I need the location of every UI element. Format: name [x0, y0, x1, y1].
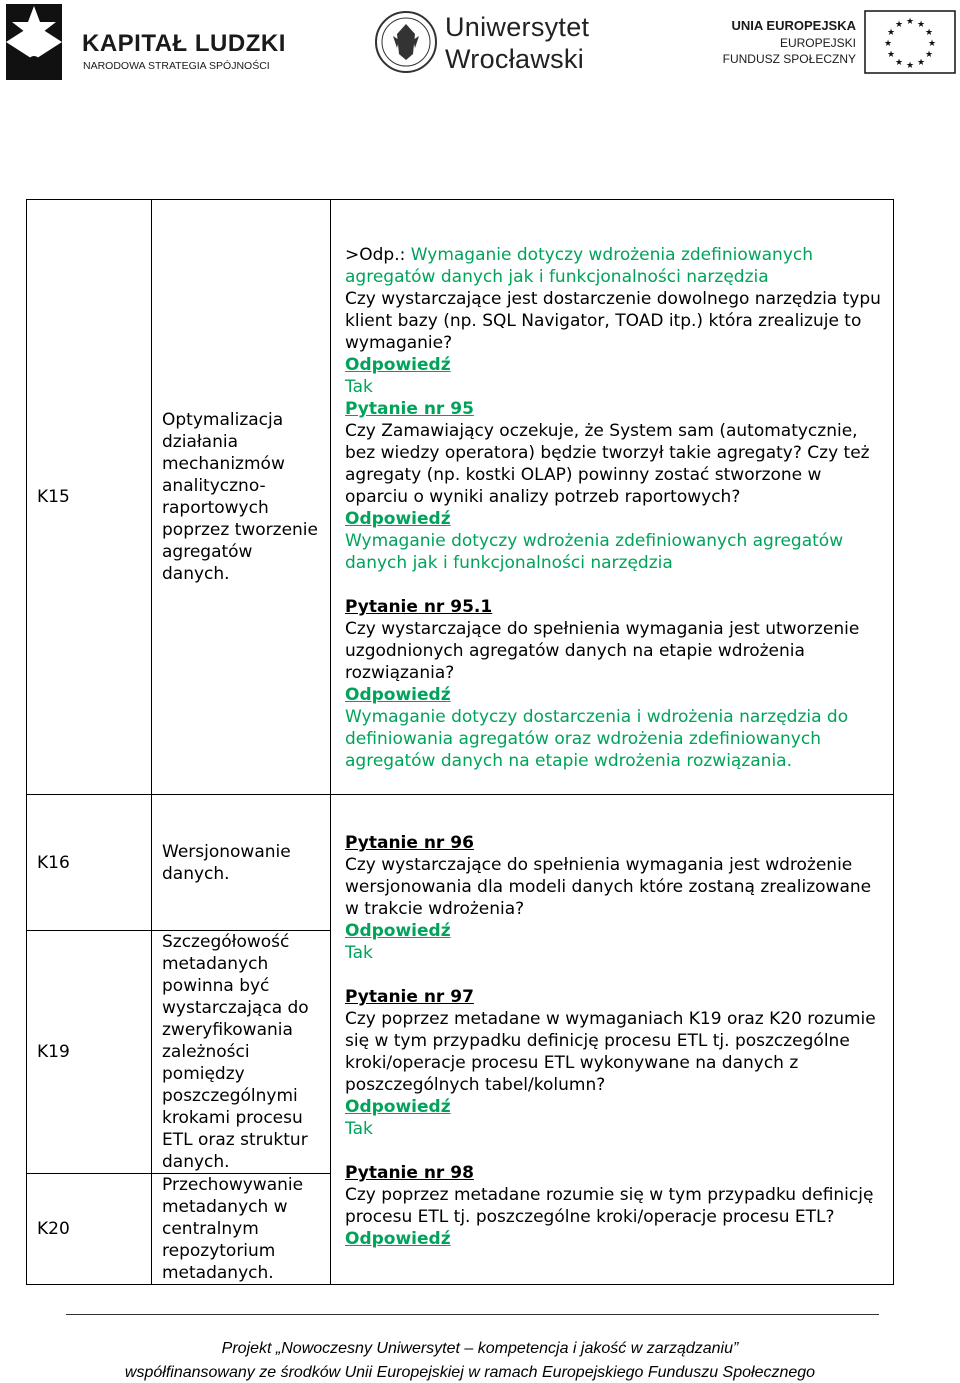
odp-prefix: >Odp. [345, 245, 400, 265]
odp-paragraph [345, 244, 887, 288]
answer-label: Odpowiedź [345, 685, 451, 705]
requirement-description: Szczegółowość metadanych powinna być wystarczająca do zweryfikowania zależności pomiędzy poszczególnymi krokami procesu ETL oraz struktur danych. [152, 931, 331, 1174]
odp-colon: : [399, 245, 406, 265]
odp-answer: Wymaganie dotyczy wdrożenia zdefiniowanych agregatów danych jak i funkcjonalności narzędzia [345, 245, 814, 287]
spacer [345, 574, 887, 596]
requirements-table [26, 199, 894, 1285]
svg-text:★: ★ [894, 20, 904, 30]
question-text: Czy wystarczające jest dostarczenie dowolnego narzędzia typu klient bazy (np. SQL Navigator, TOAD itp.) która zrealizuje to wymaganie? [345, 289, 881, 353]
answer-label: Odpowiedź [345, 509, 451, 529]
svg-text:★: ★ [916, 58, 926, 68]
kapital-ludzki-logo [4, 2, 294, 86]
footer-project: Projekt „Nowoczesny Uniwersytet – kompetencja i jakość w zarządzaniu” [221, 1340, 739, 1357]
question-text: Czy wystarczające do spełnienia wymagania jest wdrożenie wersjonowania dla modeli danych które zostaną zrealizowane w trakcie wdrożenia? [345, 855, 872, 919]
question-text: Czy Zamawiający oczekuje, że System sam (automatycznie, bez wiedzy operatora) będzie tworzył takie agregaty? Czy też agregaty (np. kostki OLAP) powinny zostać stworzone w oparciu o wyniki analizy potrzeb raportowych? [345, 421, 870, 507]
eu-flag-icon [864, 10, 956, 74]
footer-funding: współfinansowany ze środków Unii Europejskiej w ramach Europejskiego Funduszu Społecznego [124, 1364, 816, 1381]
uniwersytet-wroclawski-logo [375, 6, 590, 80]
spacer [345, 1140, 887, 1162]
question-text: Czy poprzez metadane rozumie się w tym przypadku definicję procesu ETL tj. poszczególne kroki/operacje procesu ETL? [345, 1185, 874, 1227]
eu-subtitle-1: EUROPEJSKI [779, 36, 856, 50]
unia-europejska-logo [722, 10, 956, 76]
spacer [345, 964, 887, 986]
answer-label: Odpowiedź [345, 921, 451, 941]
university-name-line1: Uniwersytet [445, 12, 590, 42]
requirement-code: K19 [27, 931, 152, 1174]
requirement-code: K20 [27, 1174, 152, 1285]
svg-text:★: ★ [927, 39, 937, 49]
answer-label: Odpowiedź [345, 355, 451, 375]
question-title: Pytanie nr 97 [345, 987, 474, 1007]
kapital-ludzki-emblem-icon [4, 2, 76, 86]
kapital-ludzki-title: KAPITAŁ LUDZKI [82, 30, 286, 57]
table-row [27, 795, 894, 931]
answer-text: Tak [345, 943, 373, 963]
svg-text:★: ★ [916, 20, 926, 30]
university-name-line2: Wrocławski [445, 44, 585, 74]
kapital-ludzki-subtitle: NARODOWA STRATEGIA SPÓJNOŚCI [83, 60, 270, 72]
requirement-description: Przechowywanie metadanych w centralnym repozytorium metadanych. [152, 1174, 331, 1285]
requirement-description: Wersjonowanie danych. [152, 795, 331, 931]
university-crest-icon [375, 6, 437, 78]
eu-title: UNIA EUROPEJSKA [731, 18, 856, 33]
eu-subtitle-2: FUNDUSZ SPOŁECZNY [722, 52, 856, 66]
svg-text:★: ★ [905, 61, 915, 71]
requirement-qa-content [331, 200, 894, 795]
requirement-code: K15 [27, 200, 152, 795]
question-title: Pytanie nr 96 [345, 833, 474, 853]
question-title: Pytanie nr 95.1 [345, 597, 493, 617]
answer-text: Wymaganie dotyczy wdrożenia zdefiniowanych agregatów danych jak i funkcjonalności narzędzia [345, 531, 844, 573]
svg-text:★: ★ [886, 28, 896, 38]
requirement-description: Optymalizacja działania mechanizmów analityczno-raportowych poprzez tworzenie agregatów danych. [152, 200, 331, 795]
answer-text: Wymaganie dotyczy dostarczenia i wdrożenia narzędzia do definiowania agregatów oraz wdrożenia zdefiniowanych agregatów danych na etapie wdrożenia rozwiązania. [345, 707, 849, 771]
svg-text:★: ★ [883, 39, 893, 49]
answer-label: Odpowiedź [345, 1097, 451, 1117]
svg-text:★: ★ [886, 50, 896, 60]
question-title: Pytanie nr 98 [345, 1163, 474, 1183]
answer-text: Tak [345, 377, 373, 397]
svg-text:★: ★ [924, 28, 934, 38]
question-text: Czy wystarczające do spełnienia wymagania jest utworzenie uzgodnionych agregatów danych na etapie wdrożenia rozwiązania? [345, 619, 860, 683]
requirement-qa-content [331, 795, 894, 1285]
svg-text:★: ★ [924, 50, 934, 60]
answer-text: Tak [345, 1119, 373, 1139]
question-text: Czy poprzez metadane w wymaganiach K19 oraz K20 rozumie się w tym przypadku definicję procesu ETL tj. poszczególne kroki/operacje procesu ETL wykonywane na danych z poszczególnych tabel/kolumn? [345, 1009, 876, 1095]
svg-text:★: ★ [905, 17, 915, 27]
footer-divider [66, 1314, 879, 1315]
question-title: Pytanie nr 95 [345, 399, 474, 419]
answer-label: Odpowiedź [345, 1229, 451, 1249]
table-row [27, 200, 894, 795]
svg-text:★: ★ [894, 58, 904, 68]
requirement-code: K16 [27, 795, 152, 931]
